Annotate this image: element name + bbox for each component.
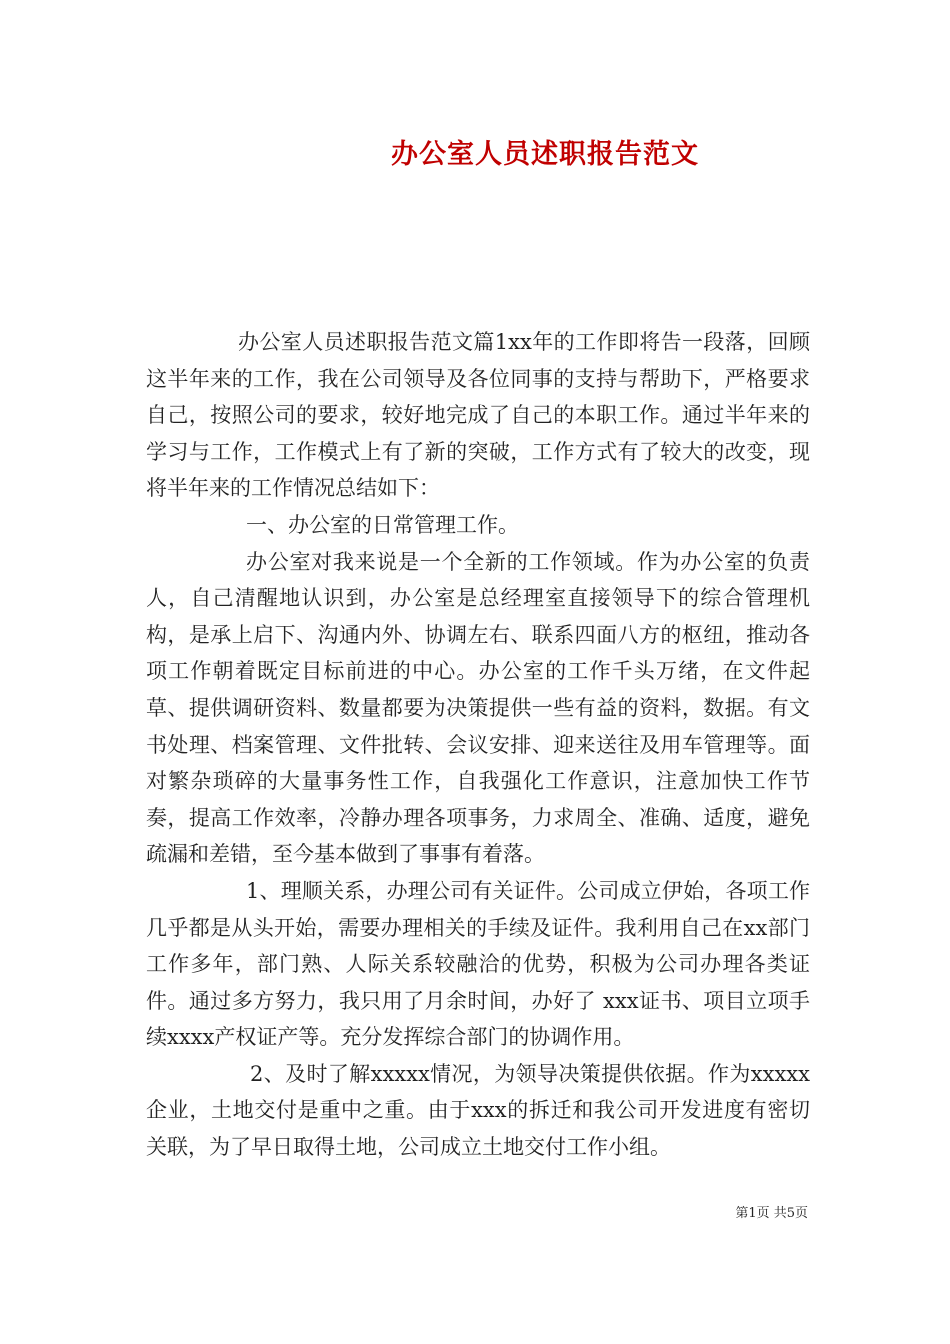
paragraph-intro: 办公室人员述职报告范文篇1xx年的工作即将告一段落，回顾这半年来的工作，我在公司领导及各位同事的支持与帮助下，严格要求自己，按照公司的要求，较好地完成了自己的本职工作。通过半年来的学习与工作，工作模式上有了新的突破，工作方式有了较大的改变，现将半年来的工作情况总结如下： (146, 330, 810, 501)
paragraph-item-1: 1、理顺关系，办理公司有关证件。公司成立伊始，各项工作几乎都是从头开始，需要办理相关的手续及证件。我利用自己在xx部门工作多年，部门熟、人际关系较融洽的优势，积极为公司办理各类证件。通过多方努力，我只用了月余时间，办好了 xxx证书、项目立项手续xxxx产权证产等。充分发挥综合部门的协调作用。 (146, 878, 810, 1050)
document-body (146, 324, 810, 1166)
document-title: 办公室人员述职报告范文 (391, 139, 699, 170)
paragraph-item-2: 2、及时了解xxxxx情况，为领导决策提供依据。作为xxxxx企业，土地交付是重中之重。由于xxx的拆迁和我公司开发进度有密切关联，为了早日取得土地，公司成立土地交付工作小组。 (146, 1061, 810, 1160)
section-heading-1: 一、办公室的日常管理工作。 (246, 512, 519, 537)
page-number-footer: 第1页 共5页 (735, 1206, 808, 1221)
paragraph-office-role: 办公室对我来说是一个全新的工作领域。作为办公室的负责人，自己清醒地认识到，办公室是总经理室直接领导下的综合管理机构，是承上启下、沟通内外、协调左右、联系四面八方的枢纽，推动各项工作朝着既定目标前进的中心。办公室的工作千头万绪，在文件起草、提供调研资料、数量都要为决策提供一些有益的资料，数据。有文书处理、档案管理、文件批转、会议安排、迎来送往及用车管理等。面对繁杂琐碎的大量事务性工作，自我强化工作意识，注意加快工作节奏，提高工作效率，冷静办理各项事务，力求周全、准确、适度，避免疏漏和差错，至今基本做到了事事有着落。 (146, 549, 810, 867)
